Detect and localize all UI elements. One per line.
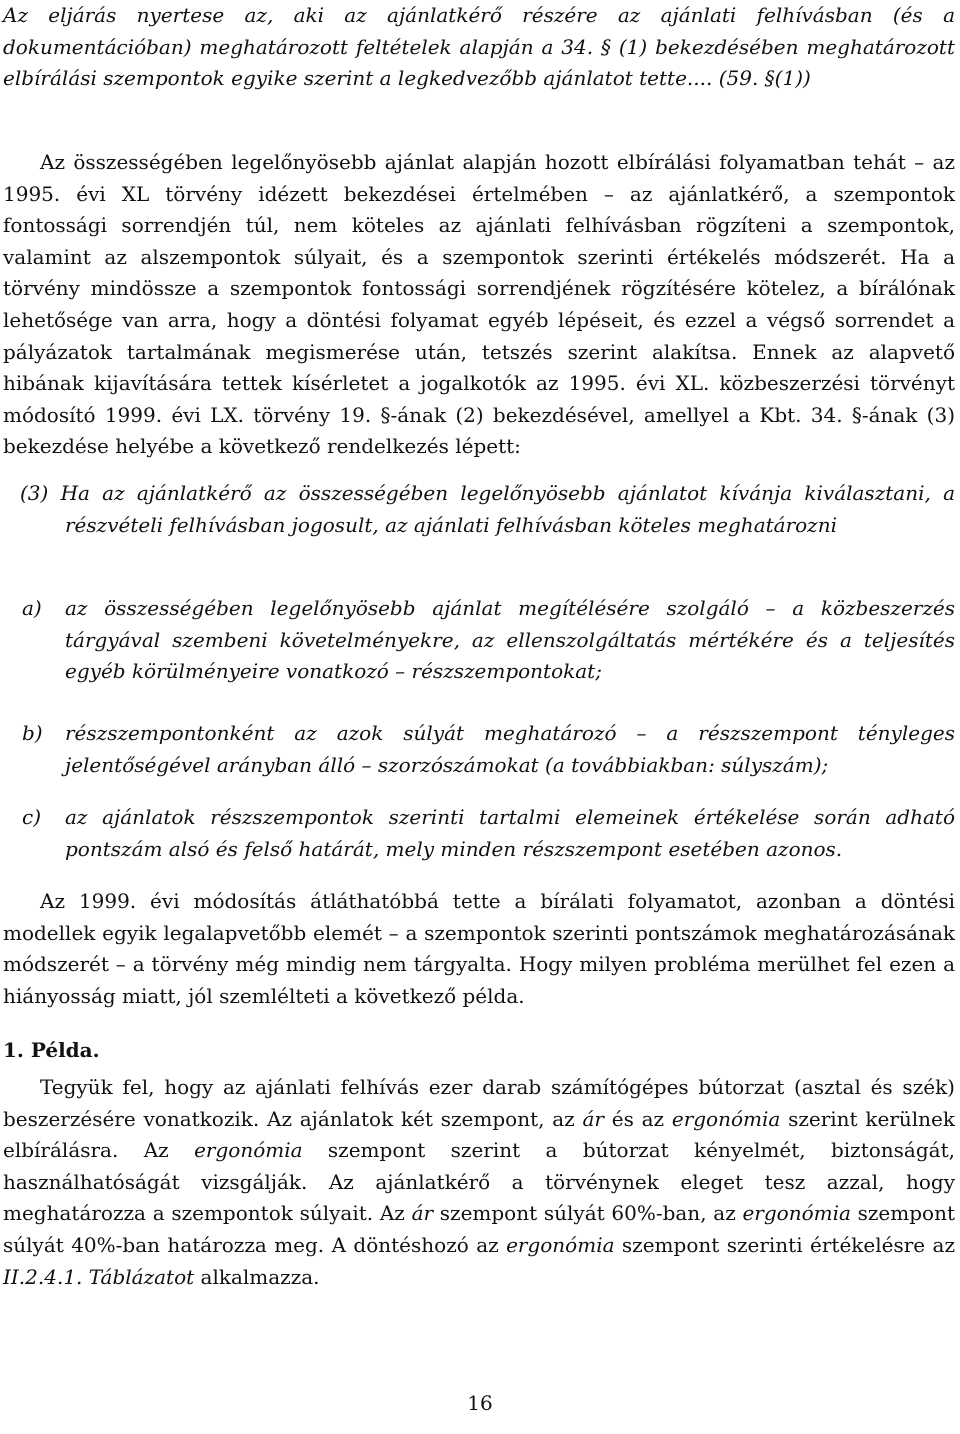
example-text-3: szerint kerülnek elbírálásra. Az: [3, 1106, 956, 1163]
list-marker-a: a): [22, 596, 42, 620]
emphasis-ar: ár: [411, 1201, 434, 1226]
example-text-8: alkalmazza.: [194, 1264, 320, 1289]
list-marker-c: c): [22, 805, 42, 829]
main-paragraph-part1: Az összességében legelőnyösebb ajánlat alapján hozott elbírálási folyamatban tehát – az 1995. évi XL törvény idézett bekezdései értelmében – az ajánlatkérő, a szempontok fontossági sorrendjén túl, nem köteles az ajánlati felhívásban rögzíteni a szempontok, valamint az alszempontok súlyait, és a szempontok szerinti értékelés módszerét.: [3, 150, 955, 269]
example-text-4: szempont szerint a bútorzat kényelmét, biztonságát, használhatóságát vizsgálják. Az ajánlatkérő a törvénynek eleget tesz azzal, hogy meghatározza a szempontok súlyait. Az: [3, 1138, 955, 1226]
table-reference: II.2.4.1. Táblázatot: [3, 1264, 195, 1289]
main-paragraph: [3, 147, 955, 463]
emphasis-ar: ár: [582, 1106, 604, 1131]
list-item-a: [22, 593, 955, 688]
emphasis-ergonomia: ergonómia: [194, 1138, 303, 1163]
list-item-c: [22, 802, 955, 865]
emphasis-ergonomia: ergonómia: [506, 1232, 615, 1257]
list-text-b: részszempontonként az azok súlyát meghatározó – a részszempont tényleges jelentőségével arányban álló – szorzószámokat (a továbbiakban: súlyszám);: [65, 721, 955, 777]
main-paragraph-part2: Ha a törvény mindössze a szempontok fontossági sorrendjének rögzítésére kötelez, a bírálónak lehetősége van arra, hogy a döntési folyamat egyéb lépéseit, és ezzel a végső sorrendet a pályázatok tartalmának megismerése után, tetszés szerint alakítsa. Ennek az alapvető hibának kijavítására tettek kísérletet a jogalkotók az 1995. évi XL. közbeszerzési törvényt módosító 1999. évi LX. törvény 19. §-ának (2) bekezdésével, amellyel a Kbt. 34. §-ának (3) bekezdése helyébe a következő rendelkezés lépett:: [3, 244, 955, 459]
example-heading: 1. Példa.: [3, 1038, 100, 1062]
page-number: 16: [467, 1391, 493, 1415]
example-text-7: szempont szerinti értékelésre az: [614, 1232, 955, 1257]
emphasis-ergonomia: ergonómia: [742, 1201, 851, 1226]
list-marker-b: b): [22, 721, 43, 745]
example-text-1: Tegyük fel, hogy az ajánlati felhívás ezer darab számítógépes bútorzat (asztal és szék) beszerzésére vonatkozik. Az ajánlatok két szempont, az: [3, 1075, 955, 1131]
closing-paragraph: Az 1999. évi módosítás átláthatóbbá tette a bírálati folyamatot, azonban a döntési modellek egyik legalapvetőbb elemét – a szempontok szerinti pontszámok meghatározásának módszerét – a törvény még mindig nem tárgyalta. Hogy milyen probléma merülhet fel ezen a hiányosság miatt, jól szemlélteti a következő példa.: [3, 889, 955, 1008]
subsection-3: (3) Ha az ajánlatkérő az összességében legelőnyösebb ajánlatot kívánja kiválasztani, a részvételi felhívásban jogosult, az ajánlati felhívásban köteles meghatározni: [20, 481, 955, 537]
example-text-2: és az: [603, 1106, 672, 1131]
example-text-5: szempont súlyát 60%-ban, az: [433, 1201, 743, 1226]
example-paragraph: [3, 1072, 955, 1293]
list-text-c: az ajánlatok részszempontok szerinti tartalmi elemeinek értékelése során adható pontszám alsó és felső határát, mely minden részszempont esetében azonos.: [65, 805, 955, 861]
quoted-paragraph: Az eljárás nyertese az, aki az ajánlatkérő részére az ajánlati felhívásban (és a dokumentációban) meghatározott feltételek alapján a 34. § (1) bekezdésében meghatározott elbírálási szempontok egyike szerint a legkedvezőbb ajánlatot tette.... (59. §(1)): [3, 3, 955, 91]
example-text-6: szempont súlyát 40%-ban határozza meg. A döntéshozó az: [3, 1201, 955, 1257]
list-item-b: [22, 718, 955, 781]
list-text-a: az összességében legelőnyösebb ajánlat megítélésére szolgáló – a közbeszerzés tárgyával szembeni követelményekre, az ellenszolgáltatás mértékére és a teljesítés egyéb körülményeire vonatkozó – részszempontokat;: [65, 596, 955, 684]
emphasis-ergonomia: ergonómia: [671, 1106, 781, 1131]
